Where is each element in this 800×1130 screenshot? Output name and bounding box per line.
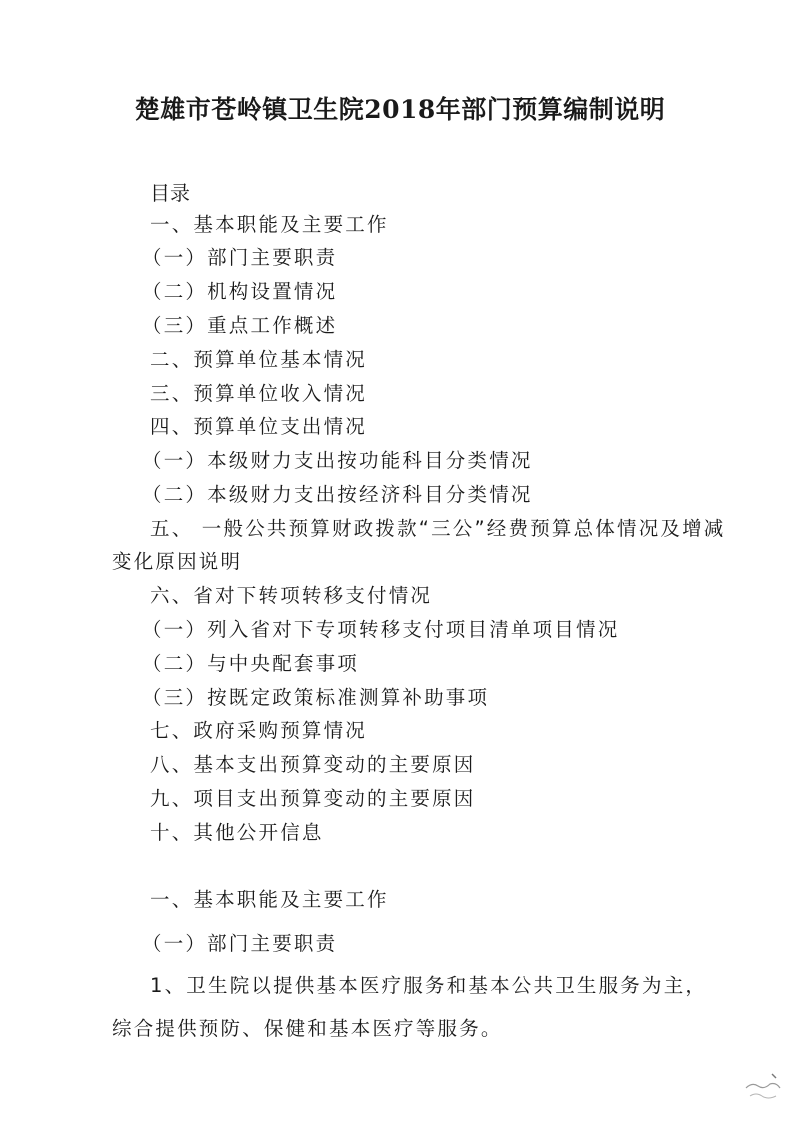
toc-item: 七、政府采购预算情况 [150, 719, 368, 742]
toc-item: 二、预算单位基本情况 [150, 348, 368, 371]
toc-item: 十、其他公开信息 [150, 821, 324, 844]
toc-item: （二）本级财力支出按经济科目分类情况 [142, 483, 533, 506]
toc-item: 三、预算单位收入情况 [150, 382, 368, 405]
toc-item: 变化原因说明 [112, 550, 243, 573]
toc-item: （二）机构设置情况 [142, 280, 338, 303]
toc-item: 五、 一般公共预算财政拨款“三公”经费预算总体情况及增减 [150, 517, 726, 540]
subsection-heading: （一）部门主要职责 [142, 932, 338, 955]
toc-item: （三）按既定政策标准测算补助事项 [142, 686, 490, 709]
toc-item: 一、基本职能及主要工作 [150, 213, 389, 236]
toc-heading: 目录 [150, 181, 190, 205]
document-title: 楚雄市苍岭镇卫生院2018年部门预算编制说明 [134, 95, 666, 124]
toc-item: 六、省对下转项转移支付情况 [150, 584, 433, 607]
toc-item: （一）列入省对下专项转移支付项目清单项目情况 [142, 618, 620, 641]
toc-item: （一）本级财力支出按功能科目分类情况 [142, 449, 533, 472]
toc-item: 九、项目支出预算变动的主要原因 [150, 787, 476, 810]
toc-item: （二）与中央配套事项 [142, 652, 360, 675]
toc-item: （一）部门主要职责 [142, 246, 338, 269]
body-paragraph-line: 1、卫生院以提供基本医疗服务和基本公共卫生服务为主， [150, 974, 708, 997]
toc-item: （三）重点工作概述 [142, 314, 338, 337]
scan-mark-icon [742, 1066, 784, 1106]
toc-item: 八、基本支出预算变动的主要原因 [150, 753, 476, 776]
body-paragraph-line: 综合提供预防、保健和基本医疗等服务。 [112, 1017, 503, 1040]
section-heading: 一、基本职能及主要工作 [150, 888, 389, 911]
toc-item: 四、预算单位支出情况 [150, 415, 368, 438]
